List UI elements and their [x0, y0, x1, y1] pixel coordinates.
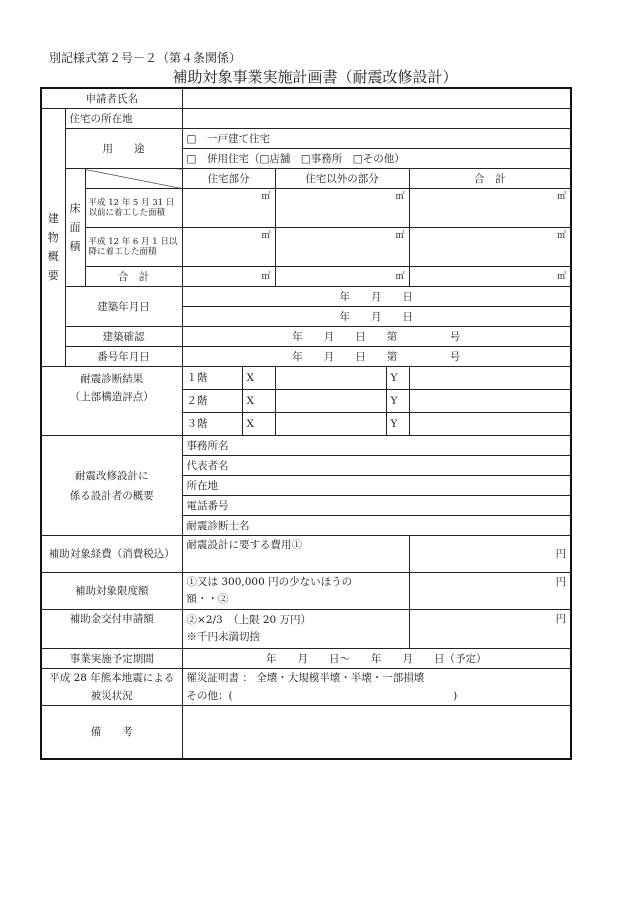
- applicant-label: 申請者氏名: [41, 88, 182, 109]
- diag-y-label: Y: [386, 367, 409, 390]
- period-value[interactable]: 年 月 日～ 年 月 日（予定）: [182, 649, 571, 669]
- area-after-other[interactable]: ㎡: [275, 228, 409, 267]
- floor-area-label: 床 面 積: [65, 169, 85, 287]
- designer-label: 耐震改修設計に 係る設計者の概要: [41, 436, 182, 536]
- built-date-label: 建築年月日: [65, 287, 182, 327]
- diag-y-label: Y: [386, 390, 409, 413]
- area-before-house[interactable]: ㎡: [182, 189, 275, 228]
- col-other-header: 住宅以外の部分: [275, 169, 409, 189]
- diag-x-label: X: [242, 367, 275, 390]
- applicant-field[interactable]: [182, 88, 571, 109]
- area-total-house[interactable]: ㎡: [182, 267, 275, 287]
- confirm-value-2[interactable]: 年 月 日 第 号: [182, 347, 571, 367]
- form-reference: 別記様式第２号－２（第４条関係）: [49, 51, 242, 65]
- area-before-label: 平成 12 年 5 月 31 日以前に着工した面積: [85, 189, 182, 228]
- limit-label: 補助対象限度額: [41, 573, 182, 610]
- cost-amount[interactable]: 円: [409, 536, 571, 573]
- confirm-label-1: 建築確認: [65, 327, 182, 347]
- remarks-label: 備 考: [41, 706, 182, 760]
- area-after-label: 平成 12 年 6 月 1 日以降に着工した面積: [85, 228, 182, 267]
- diag-x-label: X: [242, 413, 275, 436]
- diag-y-value-2[interactable]: [409, 390, 571, 413]
- designer-address[interactable]: 所在地: [182, 476, 571, 496]
- area-total-other[interactable]: ㎡: [275, 267, 409, 287]
- diag-x-value-3[interactable]: [275, 413, 386, 436]
- use-option-mixed[interactable]: □ 併用住宅（□店舗 □事務所 □その他）: [182, 149, 571, 169]
- diagnosis-label: 耐震診断結果 （上部構造評点）: [41, 367, 182, 436]
- cost-description: 耐震設計に要する費用①: [182, 536, 409, 573]
- diag-y-value-3[interactable]: [409, 413, 571, 436]
- diag-x-value-1[interactable]: [275, 367, 386, 390]
- col-total-header: 合 計: [409, 169, 571, 189]
- built-date-1[interactable]: 年 月 日: [182, 287, 571, 307]
- designer-office[interactable]: 事務所名: [182, 436, 571, 456]
- area-after-house[interactable]: ㎡: [182, 228, 275, 267]
- confirm-value-1[interactable]: 年 月 日 第 号: [182, 327, 571, 347]
- diag-y-label: Y: [386, 413, 409, 436]
- col-house-header: 住宅部分: [182, 169, 275, 189]
- built-date-2[interactable]: 年 月 日: [182, 307, 571, 327]
- plan-form-table: [40, 87, 572, 760]
- use-option-detached[interactable]: □ 一戸建て住宅: [182, 129, 571, 149]
- apply-description: ②×2/3 （上限 20 万円） ※千円未満切捨: [182, 610, 409, 649]
- designer-phone[interactable]: 電話番号: [182, 496, 571, 516]
- diag-floor-3: ３階: [182, 413, 242, 436]
- diag-floor-1: １階: [182, 367, 242, 390]
- quake-label: 平成 28 年熊本地震による被災状況: [41, 669, 182, 706]
- limit-amount[interactable]: 円: [409, 573, 571, 610]
- remarks-field[interactable]: [182, 706, 571, 760]
- area-total-total[interactable]: ㎡: [409, 267, 571, 287]
- use-label: 用 途: [65, 129, 182, 169]
- location-label: 住宅の所在地: [65, 109, 182, 129]
- location-field[interactable]: [182, 109, 571, 129]
- period-label: 事業実施予定期間: [41, 649, 182, 669]
- area-before-total[interactable]: ㎡: [409, 189, 571, 228]
- apply-label: 補助金交付申請額: [41, 610, 182, 649]
- page-title: 補助対象事業実施計画書（耐震改修設計）: [172, 68, 458, 86]
- confirm-label-2: 番号年月日: [65, 347, 182, 367]
- diag-y-value-1[interactable]: [409, 367, 571, 390]
- diag-x-value-2[interactable]: [275, 390, 386, 413]
- apply-amount[interactable]: 円: [409, 610, 571, 649]
- diag-floor-2: ２階: [182, 390, 242, 413]
- building-overview-label: 建 物 概 要: [41, 109, 65, 367]
- designer-representative[interactable]: 代表者名: [182, 456, 571, 476]
- diag-x-label: X: [242, 390, 275, 413]
- area-total-label: 合 計: [85, 267, 182, 287]
- cost-label: 補助対象経費（消費税込）: [41, 536, 182, 573]
- limit-description: ①又は 300,000 円の少ないほうの 額・・②: [182, 573, 409, 610]
- quake-description[interactable]: 罹災証明書 ： 全壊・大規模半壊・半壊・一部損壊 その他：( ): [182, 669, 571, 706]
- designer-diagnostician[interactable]: 耐震診断士名: [182, 516, 571, 536]
- diagonal-header-cell: [85, 169, 182, 189]
- area-after-total[interactable]: ㎡: [409, 228, 571, 267]
- area-before-other[interactable]: ㎡: [275, 189, 409, 228]
